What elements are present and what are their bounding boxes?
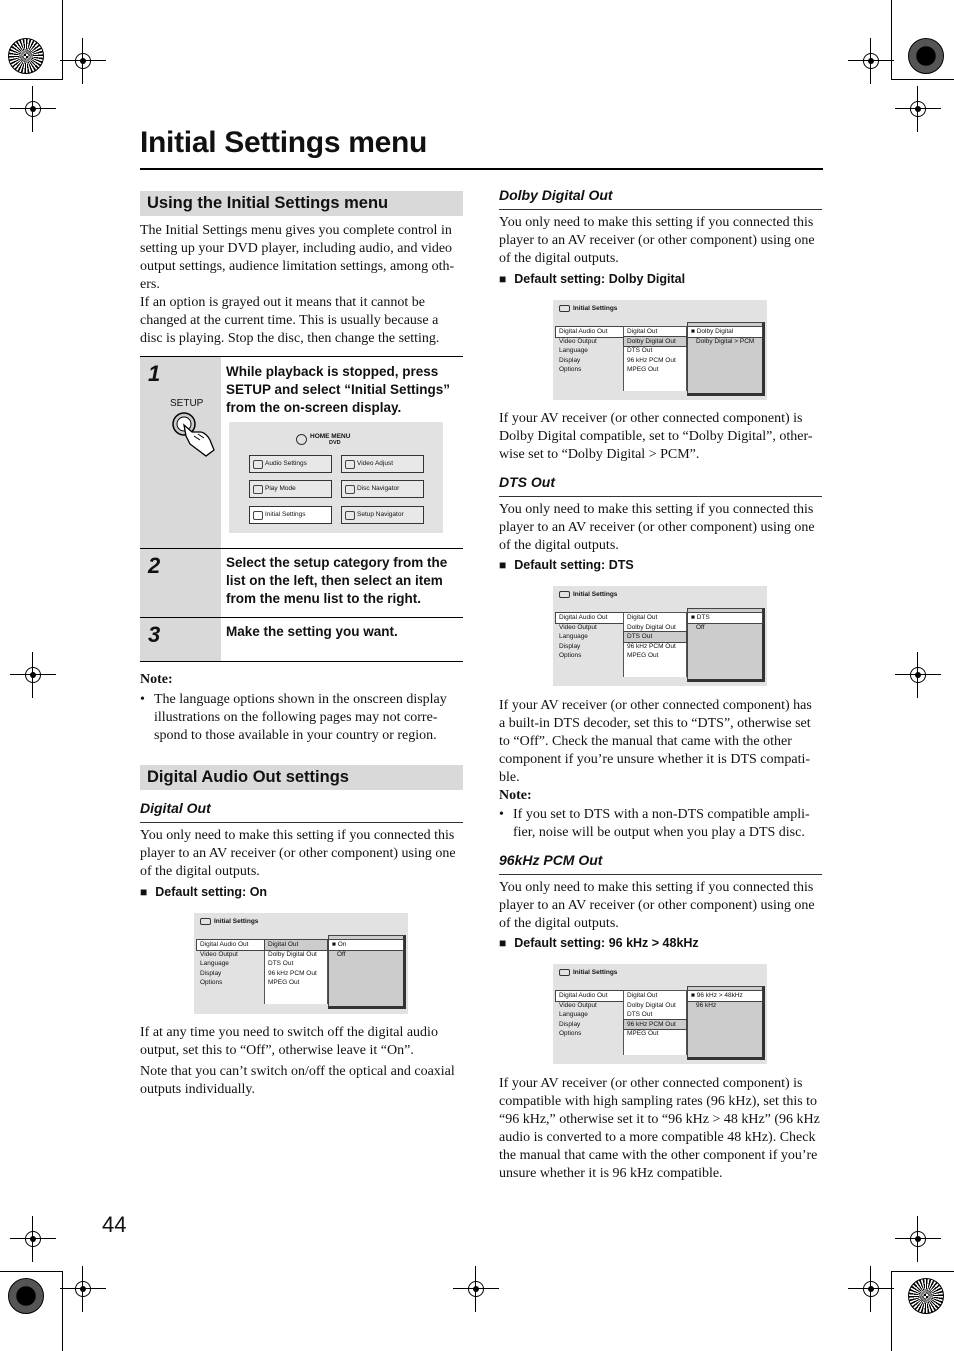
text-line: SETUP and select “Initial Settings” (226, 382, 451, 397)
home-menu-item-initial-settings[interactable]: Initial Settings (249, 506, 332, 524)
text-line: spond to those available in your country or region. (154, 728, 437, 743)
text-line: player to an AV receiver (or other component) using one (499, 520, 815, 535)
crop-line (891, 1271, 892, 1351)
text-line: setting up your DVD player, including audio, and video (140, 241, 453, 256)
text-line: the manual that came with the other component if you’re (499, 1148, 818, 1163)
digital-out-paragraph (140, 827, 463, 881)
default-setting-dts: ■ Default setting: DTS (499, 558, 634, 572)
category-display[interactable]: Display (559, 356, 581, 364)
text-line: If an option is grayed out it means that it cannot be (140, 295, 425, 310)
text-line: a built-in DTS decoder, set this to “DTS”, otherwise set (499, 716, 811, 731)
category-list (556, 612, 623, 661)
crosshair-mark (22, 1228, 44, 1250)
menu-item-mpeg-out[interactable]: MPEG Out (627, 1030, 659, 1038)
menu-item-dolby-digital-out[interactable]: Dolby Digital Out (268, 950, 317, 958)
category-display[interactable]: Display (559, 642, 581, 650)
text-line: You only need to make this setting if you connected this (140, 828, 455, 843)
menu-item-mpeg-out[interactable]: MPEG Out (268, 979, 300, 987)
text-line: Dolby Digital compatible, set to “Dolby Digital”, other- (499, 429, 813, 444)
category-digital-audio-out[interactable]: Digital Audio Out (197, 940, 264, 950)
crop-line (0, 79, 62, 80)
home-menu-title: HOME MENU (310, 433, 351, 440)
option-label: On (337, 941, 347, 948)
option-off[interactable]: Off (696, 623, 705, 631)
menu-item-list (623, 612, 687, 677)
home-menu-item-audio-settings[interactable]: Audio Settings (249, 455, 332, 473)
crosshair-mark (72, 1278, 94, 1300)
option-on[interactable]: ■ On (329, 940, 403, 950)
category-language[interactable]: Language (200, 960, 229, 968)
text-line: output settings, audience limitation settings, among oth- (140, 259, 455, 274)
text-line: component if you’re unsure whether it is DTS compati- (499, 752, 811, 767)
section-heading-digital-audio-out: Digital Audio Out settings (140, 765, 463, 790)
note-heading: Note: (140, 672, 173, 687)
menu-item-mpeg-out[interactable]: MPEG Out (627, 652, 659, 660)
option-label: DTS (696, 614, 710, 621)
option-label: Dolby Digital (696, 328, 734, 335)
step-3 (140, 617, 463, 662)
option-label: 96 kHz > 48kHz (696, 992, 743, 999)
menu-item-list (623, 326, 687, 391)
default-setting-dolby: ■ Default setting: Dolby Digital (499, 272, 685, 286)
text-line: If your AV receiver (or other connected component) has (499, 698, 812, 713)
option-list (687, 986, 765, 1060)
text-line: player to an AV receiver (or other component) using one (499, 898, 815, 913)
home-menu-subtitle: DVD (329, 440, 341, 446)
menu-item-96khz-pcm-out[interactable]: 96 kHz PCM Out (627, 356, 676, 364)
menu-item-mpeg-out[interactable]: MPEG Out (627, 366, 659, 374)
home-menu-icon (296, 434, 307, 445)
option-96khz[interactable]: 96 kHz (696, 1001, 717, 1009)
initial-settings-screen-pcm (553, 964, 767, 1064)
text-line: disc is playing. Stop the disc, then change the setting. (140, 331, 440, 346)
subheading-dts-out: DTS Out (499, 474, 822, 497)
text-line: output, set this to “Off”, otherwise leave it “On”. (140, 1043, 414, 1058)
dts-note-heading: Note: (499, 788, 532, 803)
crosshair-mark (22, 664, 44, 686)
menu-item-dolby-digital-out[interactable]: Dolby Digital Out (627, 623, 676, 631)
category-digital-audio-out[interactable]: Digital Audio Out (556, 991, 623, 1001)
text-line: illustrations on the following pages may not corre- (154, 710, 438, 725)
home-menu-item-setup-navigator[interactable]: Setup Navigator (341, 506, 424, 524)
category-options[interactable]: Options (559, 652, 582, 660)
menu-item-dts-out[interactable]: DTS Out (627, 1011, 653, 1019)
menu-item-96khz-pcm-out[interactable]: 96 kHz PCM Out (268, 969, 317, 977)
home-menu-item-video-adjust[interactable]: Video Adjust (341, 455, 424, 473)
text-line: While playback is stopped, press (226, 364, 439, 379)
subheading-dolby-digital-out: Dolby Digital Out (499, 187, 822, 210)
text-line: of the digital outputs. (499, 538, 619, 553)
menu-item-list (264, 939, 328, 1004)
category-options[interactable]: Options (200, 979, 223, 987)
dts-after-paragraph (499, 697, 822, 787)
category-language[interactable]: Language (559, 347, 588, 355)
crop-line (891, 1271, 954, 1272)
page-title: Initial Settings menu (140, 126, 428, 159)
text-line: “96 kHz,” otherwise set it to “96 kHz > 48 kHz” (96 kHz (499, 1112, 820, 1127)
registration-target-bottom-left (8, 1278, 44, 1314)
intro-paragraph (140, 222, 463, 348)
menu-item-list (623, 990, 687, 1055)
registration-target-bottom-right (908, 1278, 944, 1314)
text-line: outputs individually. (140, 1082, 255, 1097)
text-line: audio is converted to a more compatible 48 kHz). Check (499, 1130, 816, 1145)
page-number: 44 (102, 1212, 127, 1237)
category-language[interactable]: Language (559, 1011, 588, 1019)
crosshair-mark (907, 1228, 929, 1250)
option-dolby-digital-pcm[interactable]: Dolby Digital > PCM (696, 337, 755, 345)
category-options[interactable]: Options (559, 1030, 582, 1038)
text-line: player to an AV receiver (or other component) using one (140, 846, 456, 861)
step-number-cell (140, 549, 221, 618)
text-line: of the digital outputs. (140, 864, 260, 879)
screen-header: Initial Settings (559, 591, 617, 598)
text-line: fier, noise will be output when you play a DTS disc. (513, 825, 805, 840)
crop-line (62, 1271, 63, 1351)
initial-settings-screen-dts (553, 586, 767, 686)
note-bullet (140, 691, 463, 745)
default-setting-pcm: ■ Default setting: 96 kHz > 48kHz (499, 936, 699, 950)
category-digital-audio-out[interactable]: Digital Audio Out (556, 613, 623, 623)
crosshair-mark (907, 664, 929, 686)
menu-item-dts-out[interactable]: DTS Out (624, 632, 686, 642)
step-number: 1 (148, 361, 161, 386)
crop-line (891, 0, 892, 80)
home-menu-item-disc-navigator[interactable]: Disc Navigator (341, 480, 424, 498)
menu-item-dts-out[interactable]: DTS Out (627, 347, 653, 355)
title-rule (140, 168, 823, 170)
step-2-text (226, 554, 447, 608)
step-number: 3 (148, 622, 161, 647)
digital-out-after-paragraph (140, 1024, 463, 1099)
category-video-output[interactable]: Video Output (559, 337, 597, 345)
category-video-output[interactable]: Video Output (200, 950, 238, 958)
setup-button-label: SETUP (170, 398, 204, 409)
category-video-output[interactable]: Video Output (559, 1001, 597, 1009)
home-menu-item-play-mode[interactable]: Play Mode (249, 480, 332, 498)
screen-header: Initial Settings (559, 305, 617, 312)
category-options[interactable]: Options (559, 366, 582, 374)
initial-settings-screen-digital-out (194, 913, 408, 1014)
dts-paragraph (499, 501, 822, 555)
text-line: You only need to make this setting if you connected this (499, 215, 814, 230)
dolby-after-paragraph (499, 410, 822, 464)
crosshair-mark (907, 98, 929, 120)
menu-item-digital-out[interactable]: Digital Out (265, 940, 327, 950)
category-language[interactable]: Language (559, 633, 588, 641)
step-number-cell (140, 618, 221, 661)
section-heading-using-initial-settings: Using the Initial Settings menu (140, 191, 463, 216)
crosshair-mark (465, 1278, 487, 1300)
option-dts[interactable]: ■ DTS (688, 613, 762, 623)
step-2 (140, 548, 463, 618)
registration-target-top-right (908, 38, 944, 74)
text-line: • The language options shown in the onscreen display (154, 692, 447, 707)
text-line: Note that you can’t switch on/off the optical and coaxial (140, 1064, 455, 1079)
step-3-text (226, 623, 398, 641)
hand-pressing-button-icon (166, 410, 218, 458)
category-list (197, 939, 264, 988)
crosshair-mark (860, 1278, 882, 1300)
option-list (687, 608, 765, 682)
category-display[interactable]: Display (559, 1020, 581, 1028)
category-digital-audio-out[interactable]: Digital Audio Out (556, 327, 623, 337)
option-dolby-digital[interactable]: ■ Dolby Digital (688, 327, 762, 337)
pcm-after-paragraph (499, 1075, 822, 1183)
text-line: ers. (140, 277, 160, 292)
step-number: 2 (148, 553, 161, 578)
text-line: If your AV receiver (or other connected component) is (499, 411, 803, 426)
text-line: changed at the current time. This is usually because a (140, 313, 439, 328)
text-line: to “Off”. Check the manual that came with the other (499, 734, 792, 749)
crop-line (62, 0, 63, 80)
initial-settings-screen-dolby (553, 300, 767, 400)
category-list (556, 990, 623, 1039)
text-line: If at any time you need to switch off the digital audio (140, 1025, 438, 1040)
text-line: of the digital outputs. (499, 251, 619, 266)
text-line: Select the setup category from the (226, 555, 448, 570)
text-line: • If you set to DTS with a non-DTS compatible ampli- (513, 807, 810, 822)
step-1-text (226, 363, 450, 417)
menu-item-96khz-pcm-out[interactable]: 96 kHz PCM Out (627, 642, 676, 650)
text-line: unsure whether it is 96 kHz compatible. (499, 1166, 723, 1181)
dts-note-bullet (499, 806, 822, 842)
menu-item-dolby-digital-out[interactable]: Dolby Digital Out (624, 337, 686, 347)
screen-header: Initial Settings (200, 918, 258, 925)
text-line: The Initial Settings menu gives you complete control in (140, 223, 452, 238)
text-line: compatible with high sampling rates (96 kHz), set this to (499, 1094, 818, 1109)
category-video-output[interactable]: Video Output (559, 623, 597, 631)
registration-target-top-left (8, 38, 44, 74)
text-line: list on the left, then select an item (226, 573, 443, 588)
menu-item-dts-out[interactable]: DTS Out (268, 960, 294, 968)
crosshair-mark (72, 50, 94, 72)
text-line: ble. (499, 770, 520, 785)
subheading-digital-out: Digital Out (140, 800, 463, 823)
text-line: from the menu list to the right. (226, 591, 421, 606)
crop-line (0, 1271, 62, 1272)
menu-item-digital-out[interactable]: Digital Out (627, 328, 658, 335)
text-line: You only need to make this setting if you connected this (499, 880, 814, 895)
default-setting-digital-out: ■ Default setting: On (140, 885, 267, 899)
crosshair-mark (860, 50, 882, 72)
text-line: Make the setting you want. (226, 624, 398, 639)
category-display[interactable]: Display (200, 969, 222, 977)
text-line: If your AV receiver (or other connected component) is (499, 1076, 803, 1091)
dolby-paragraph (499, 214, 822, 268)
screen-header: Initial Settings (559, 969, 617, 976)
option-list (328, 935, 406, 1009)
text-line: wise set to “Dolby Digital > PCM”. (499, 447, 700, 462)
crop-line (891, 79, 954, 80)
text-line: You only need to make this setting if you connected this (499, 502, 814, 517)
text-line: of the digital outputs. (499, 916, 619, 931)
option-off[interactable]: Off (337, 950, 346, 958)
menu-item-dolby-digital-out[interactable]: Dolby Digital Out (627, 1001, 676, 1009)
option-96khz-48khz[interactable]: ■ 96 kHz > 48kHz (688, 991, 762, 1001)
pcm-paragraph (499, 879, 822, 933)
home-menu-screen (229, 422, 443, 533)
subheading-96khz-pcm-out: 96kHz PCM Out (499, 852, 822, 875)
menu-item-96khz-pcm-out[interactable]: 96 kHz PCM Out (624, 1020, 686, 1030)
text-line: player to an AV receiver (or other component) using one (499, 233, 815, 248)
menu-item-digital-out[interactable]: Digital Out (627, 992, 658, 999)
menu-item-digital-out[interactable]: Digital Out (627, 614, 658, 621)
crosshair-mark (22, 98, 44, 120)
text-line: from the on-screen display. (226, 400, 402, 415)
category-list (556, 326, 623, 375)
option-list (687, 322, 765, 396)
